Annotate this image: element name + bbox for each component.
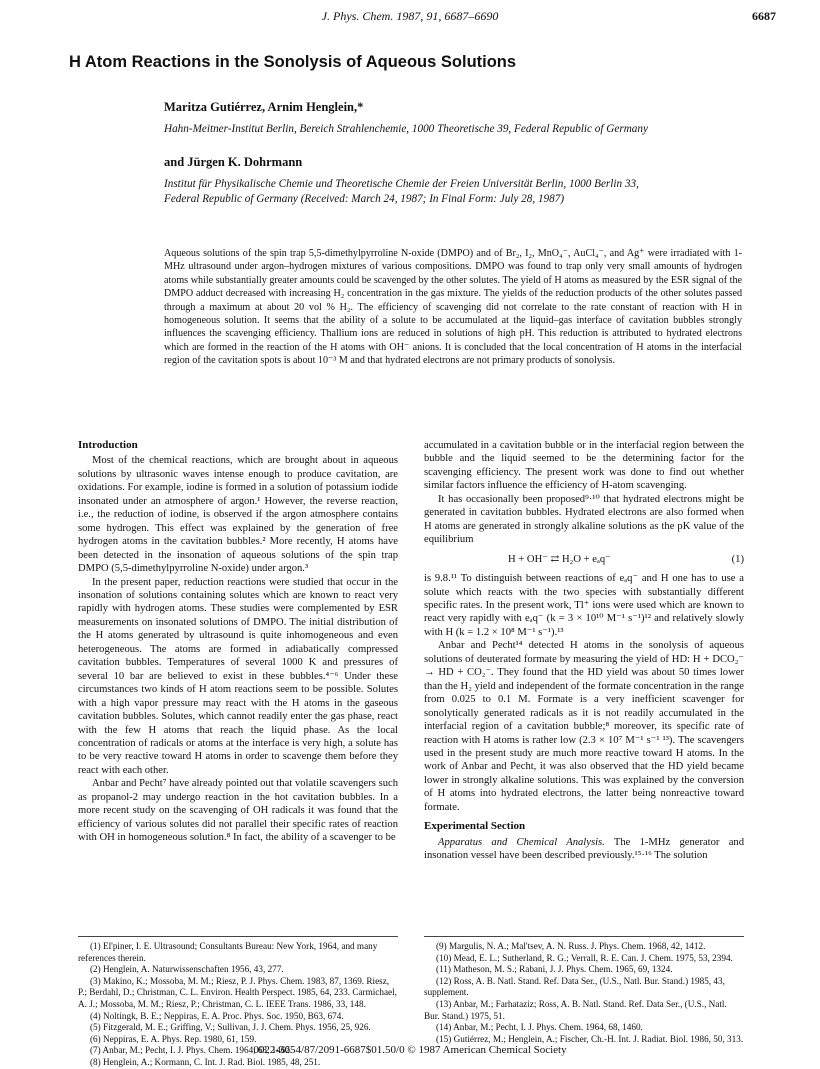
footnote: (11) Matheson, M. S.; Rabani, J. J. Phys. Chem. 1965, 69, 1324. [436, 964, 673, 975]
footnote: (8) Henglein, A.; Kormann, C. Int. J. Rad. Biol. 1985, 48, 251. [90, 1056, 321, 1067]
right-paragraph-2: It has occasionally been proposed⁹·¹⁰ that hydrated electrons might be generated in cavitation bubbles. Hydrated electrons are also formed when H atoms are generated in strongly alkaline solutions as the pK value of the equilibrium [424, 493, 744, 546]
footnotes-right [424, 941, 744, 1045]
experimental-paragraph [424, 836, 744, 863]
authors-primary: Maritza Gutiérrez, Arnim Henglein,* [164, 100, 364, 114]
intro-paragraph-2: In the present paper, reduction reactions were studied that occur in the insonation of solutions containing solutes which are known to react very rapidly with hydrogen atoms. These studies were complemented by ESR measurements on insonated solutions of DMPO. The initial distribution of the H atoms generated by ultrasound is quite inhomogeneous and even heterogeneous. The atoms are formed in adiabatically compressed cavitation bubbles. Temperatures of several 1000 K and pressures of several 10 bar are believed to exist in these bubbles.⁴⁻⁶ Under these circumstances two kinds of H atom reactions seem to be possible. Solutes with a high vapor pressure may react with the H atoms in the gaseous cavitation bubbles. Solutes, which cannot readily enter the gas phase, react with the few H atoms that reach the liquid phase. As the local concentration of radicals or atoms at the interface is very high, a solute has to be very reactive toward H atoms in order to scavenge them before they react with each other. [78, 576, 398, 776]
experimental-subheading: Apparatus and Chemical Analysis. [438, 836, 605, 848]
affiliation-secondary-line1: Institut für Physikalische Chemie und Theoretische Chemie der Freien Universität Berlin, 1000 Berlin 33, [164, 178, 639, 190]
footnote: (14) Anbar, M.; Pecht, I. J. Phys. Chem. 1964, 68, 1460. [436, 1022, 643, 1033]
experimental-text: The 1-MHz generator and insonation vessel have been described previously.¹⁵·¹⁶ The solution [424, 836, 744, 862]
copyright-footer: 0022-3654/87/2091-6687$01.50/0 © 1987 American Chemical Society [253, 1044, 567, 1056]
equation-body: H + OH⁻ ⇄ H₂O + eₐq⁻ [508, 553, 611, 565]
paper-title: H Atom Reactions in the Sonolysis of Aqueous Solutions [69, 53, 517, 71]
footnote: (10) Mead, E. L.; Sutherland, R. G.; Verrall, R. E. Can. J. Chem. 1975, 53, 2394. [436, 952, 733, 963]
page-number: 6687 [752, 9, 776, 23]
footnote: (5) Fitzgerald, M. E.; Griffing, V.; Sullivan, J. J. Chem. Phys. 1956, 25, 926. [90, 1022, 371, 1033]
footnote: (6) Neppiras, E. A. Phys. Rep. 1980, 61, 159. [90, 1033, 257, 1044]
left-column [78, 439, 398, 845]
right-paragraph-3: is 9.8.¹¹ To distinguish between reactions of eₐq⁻ and H one has to use a solute which reacts with the two species with substantially different specific rates. In the present work, Tl⁺ ions were used which are known to react very rapidly with eₐq⁻ (k = 3 × 10¹⁰ M⁻¹ s⁻¹)¹² and relatively slowly with H (k = 1.2 × 10⁸ M⁻¹ s⁻¹).¹³ [424, 573, 744, 638]
footnote: (3) Makino, K.; Mossoba, M. M.; Riesz, P. J. Phys. Chem. 1983, 87, 1369. Riesz, P.; Berdahl, D.; Christman, C. L. Environ. Health Perspect. 1985, 64, 233. Carmichael, A. J.; Mossoba, M. M.; Riesz, P.; Christman, C. L. IEEE Trans. 1986, 33, 148. [78, 975, 397, 1009]
journal-header: J. Phys. Chem. 1987, 91, 6687–6690 [321, 9, 499, 23]
footnote: (15) Gutiérrez, M.; Henglein, A.; Fischer, Ch.-H. Int. J. Radiat. Biol. 1986, 50, 313. [436, 1033, 744, 1044]
introduction-heading: Introduction [78, 439, 138, 451]
intro-paragraph-3: Anbar and Pecht⁷ have already pointed out that volatile scavengers such as propanol-2 may undergo reaction in the hot cavitation bubbles. In a more recent study on the scavenging of OH radicals it was found that the efficiency of various solutes did not parallel their specific rates of reaction with OH in homogeneous solution.⁸ In fact, the ability of a scavenger to be [78, 778, 398, 844]
affiliation-secondary-line2: Federal Republic of Germany (Received: March 24, 1987; In Final Form: July 28, 1987) [164, 193, 565, 205]
affiliation-primary: Hahn-Meitner-Institut Berlin, Bereich Strahlenchemie, 1000 Theoretische 39, Federal Republic of Germany [164, 123, 648, 135]
footnote: (13) Anbar, M.; Farhataziz; Ross, A. B. Natl. Stand. Ref. Data Ser., (U.S., Natl. Bur. Stand.) 1975, 51. [424, 998, 727, 1021]
footnote: (12) Ross, A. B. Natl. Stand. Ref. Data Ser., (U.S., Natl. Bur. Stand.) 1985, 43, supplement. [424, 975, 725, 998]
abstract: Aqueous solutions of the spin trap 5,5-dimethylpyrroline N-oxide (DMPO) and of Br₂, I₂, MnO₄⁻, AuCl₄⁻, and Ag⁺ were irradiated with 1-MHz ultrasound under argon–hydrogen mixtures of various compositions. DMPO was found to trap only very small amounts of hydrogen atoms while substantially greater amounts could be scavenged by the other solutes. The yield of H atoms as measured by the ESR signal of the DMPO adduct decreased with increasing H₂ concentration in the gas mixture. The yields of the reduction products of the other solutes passed through a maximum at about 20 vol % H₂. The efficiency of scavenging did not correlate to the rate constant of reaction with H in homogeneous solution. It seems that the ability of a solute to be accumulated at the liquid–gas interface of cavitation bubbles strongly influences the scavenging efficiency. Thallium ions are reduced in solutions of high pH. This reduction is attributed to hydrated electrons which are formed in the reaction of the H atoms with OH⁻ anions. It is concluded that the local concentration of H atoms in the interfacial region of the cavitation spots is about 10⁻³ M and that hydrated electrons are not primary products of sonolysis. [164, 248, 742, 367]
footnote: (2) Henglein, A. Naturwissenschaften 1956, 43, 277. [90, 964, 284, 975]
footnote-rule-left [78, 936, 398, 937]
footnote: (1) El'piner, I. E. Ultrasound; Consultants Bureau: New York, 1964, and many references therein. [78, 941, 378, 963]
footnote: (9) Margulis, N. A.; Mal'tsev, A. N. Russ. J. Phys. Chem. 1968, 42, 1412. [436, 941, 706, 951]
footnote-rule-right [424, 936, 744, 937]
authors-secondary: and Jürgen K. Dohrmann [164, 155, 303, 169]
equation-number: (1) [731, 553, 744, 565]
footnote: (4) Noltingk, B. E.; Neppiras, E. A. Proc. Phys. Soc. 1950, B63, 674. [90, 1010, 344, 1021]
experimental-heading: Experimental Section [424, 820, 526, 833]
equation-1 [424, 547, 744, 572]
right-paragraph-4: Anbar and Pecht¹⁴ detected H atoms in the sonolysis of aqueous solutions of deuterated formate by measuring the yield of HD: H + DCO₂⁻ → HD + CO₂⁻. They found that the HD yield was about 50 times lower than the H₂ yield and independent of the formate concentration in the range from 0.025 to 0.1 M. Formate is a very inefficient scavenger for sonolytically generated radicals as it is not readily accumulated in the interfacial region of a cavitation bubble;⁸ moreover, its specific rate of reaction with H atoms is rather low (2.3 × 10⁷ M⁻¹ s⁻¹ ¹³). The scavengers used in the present study are much more reactive toward H atoms. In the work of Anbar and Pecht, it was also observed that the HD yield became lower in strongly alkaline solutions. This was explained by the conversion of H atoms into hydrated electrons, the latter being nonreactive toward formate. [424, 640, 744, 813]
right-paragraph-1: accumulated in a cavitation bubble or in the interfacial region between the bubble and the liquid seemed to be the determining factor for the scavenging efficiency. The present work was done to find out whether similar factors influence the efficiency of H-atom scavenging. [424, 440, 744, 492]
right-column [424, 439, 744, 863]
footnote: (7) Anbar, M.; Pecht, I. J. Phys. Chem. 1964, 68, 1462. [90, 1045, 293, 1056]
intro-paragraph-1: Most of the chemical reactions, which are brought about in aqueous solutions by ultrasonic waves intense enough to produce cavitation, are oxidations. For example, iodine is formed in a solution of potassium iodide insonated under an atmosphere of argon.¹ However, the reverse reaction, i.e., the reduction of iodine, is observed if the argon atmosphere contains some hydrogen. This effect was explained by the generation of free hydrogen atoms in the cavitation bubbles.² More recently, H atoms have been detected in the insonation of aqueous solutions of the spin trap DMPO (5,5-dimethylpyrroline N-oxide) under argon.³ [78, 455, 398, 575]
